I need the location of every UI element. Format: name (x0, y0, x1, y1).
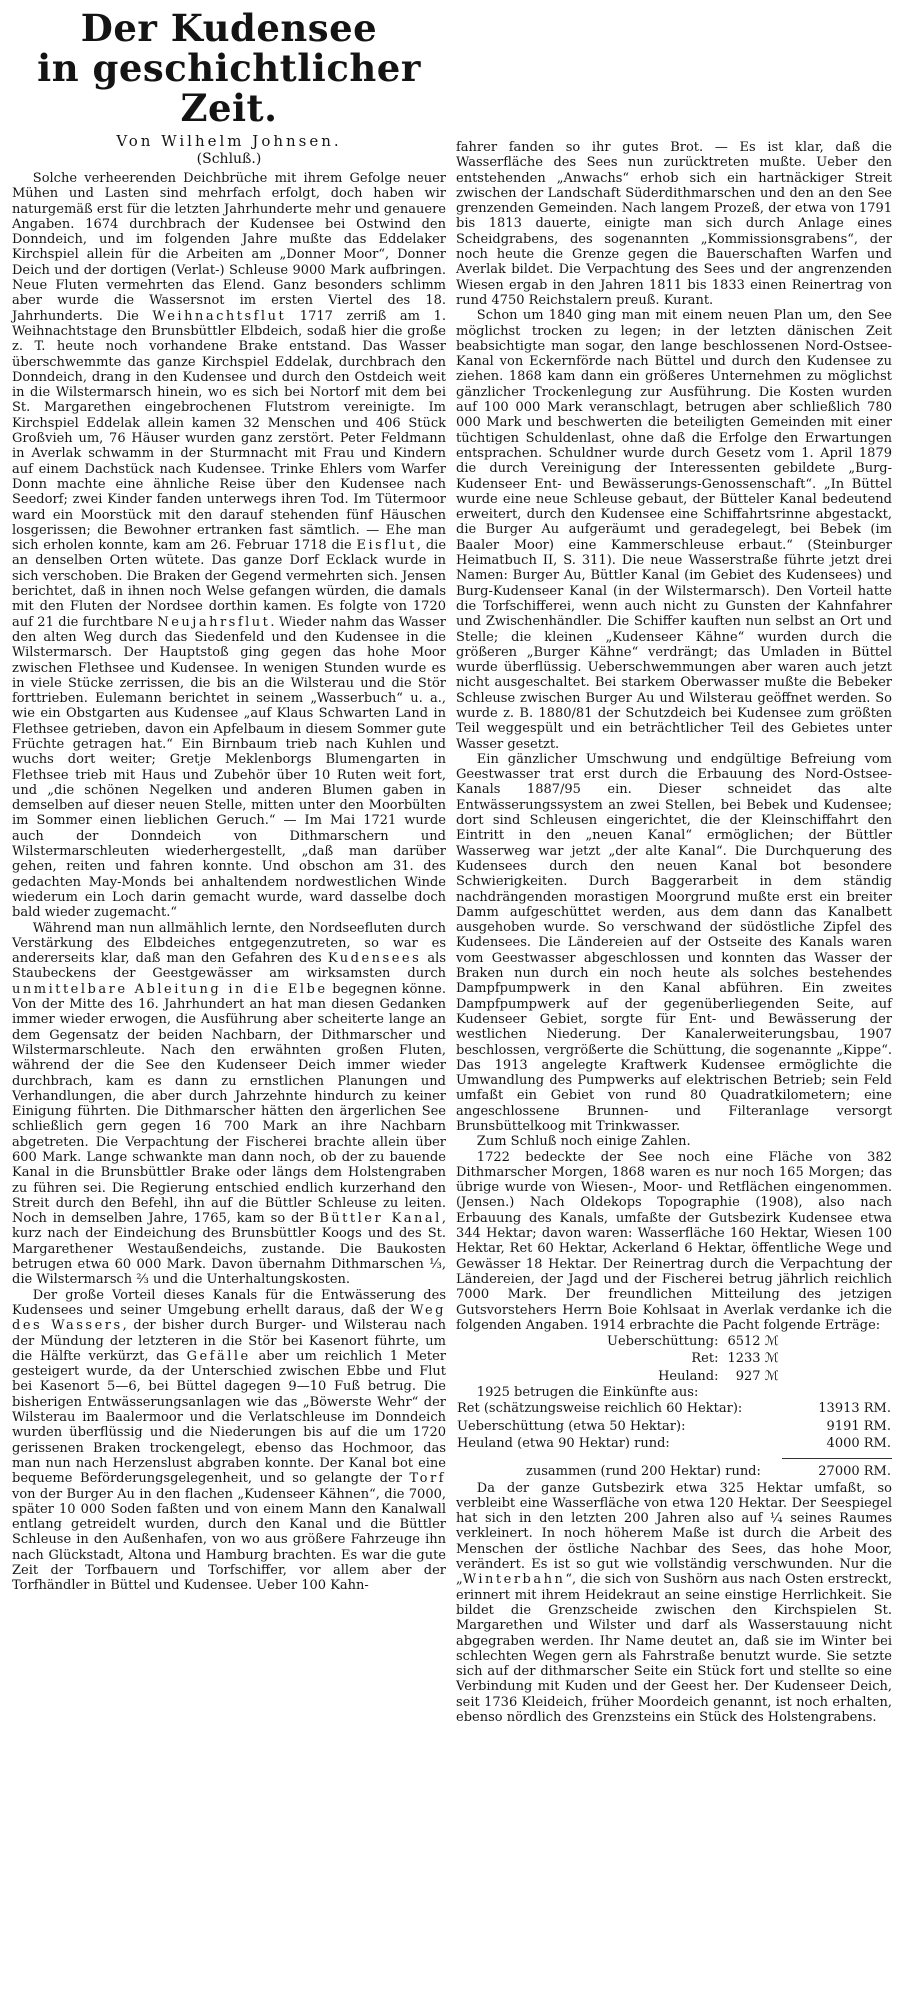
paragraph (456, 752, 892, 1134)
yield-table-1914 (606, 1333, 780, 1385)
intro-1925: 1925 betrugen die Einkünfte aus: (476, 1385, 699, 1401)
left-column (12, 8, 446, 1594)
article-title (12, 8, 446, 128)
text-run: 1717 zerriß am 1. Weihnachtstage den Brunsbüttler Elbdeich, sodaß hier die große z. T. heute noch vorhandene Brake entstand. Das Wasser überschwemmte das ganze Kirchspiel Eddelak, durchbrach den Donndeich, drang in den Kudensee und durch den Ostdeich weit in die Wilstermarsch hinein, wo es sich bei Nortorf mit dem bei St. Margarethen eingebrochenen Flutstrom vereinigte. Im Kirchspiel Eddelak allein kamen 32 Menschen und 406 Stück Großvieh um, 76 Häuser wurden ganz zerstört. Peter Feldmann in Averlak schwamm in der Sturmnacht mit Frau und Kindern auf einem Dachstück nach Kudensee. Trinke Ehlers vom Warfer Donn machte eine ähnliche Reise über den Kudensee nach Seedorf; zwei Kinder fanden unterwegs ihren Tod. Im Tütermoor ward ein Moorstück mit den darauf stehenden fünf Häuschen losgerissen; die Bewohner ertranken fast sämtlich. — Ehe man sich erholen konnte, kam am 26. Februar 1718 die (12, 308, 446, 554)
row-value: 927 ℳ (735, 1368, 779, 1384)
table-row (606, 1350, 780, 1367)
row-value: 1233 ℳ (727, 1351, 779, 1367)
text-run: , der bisher durch Burger- und Wilsterau nach der Mündung der letzteren in die Stör bei Kasenort führte, um die Hälfte verkürzt, das (12, 1318, 446, 1364)
spaced-emphasis: Weihnachtsflut (152, 308, 287, 324)
text-run: , die an denselben Orten wütete. Das ganze Dorf Ecklack wurde in sich verschoben. Die Braken der Gegend vermehrten sich. Jensen berichtet, daß in ihnen noch Welse gefangen würden, die damals mit den Fluten der Nordsee dorthin kamen. Es folgte von 1720 auf 21 die furchtbare (12, 538, 447, 630)
right-column (456, 140, 892, 1725)
text-run: , kurz nach der Eindeichung des Brunsbüttler Koogs und des St. Margarethener Westaußendeichs, zustande. Die Baukosten betrugen etwa 60 000 Mark. Davon übernahm Dithmarschen ⅓, die Wilstermarsch ⅔ und die Unterhaltungskosten. (12, 1211, 446, 1288)
text-run: Der große Vorteil dieses Kanals für die Entwässerung des Kudensees und seiner Umgebung erhellt daraus, daß der (12, 1287, 446, 1318)
paragraph (456, 1150, 892, 1334)
spaced-emphasis: Neujahrsflut (157, 614, 271, 630)
spaced-emphasis: Weg des Wassers (12, 1302, 446, 1334)
row-value: 6512 ℳ (727, 1334, 779, 1350)
row-value: 13913 RM. (818, 1401, 891, 1417)
text-run: Da der ganze Gutsbezirk etwa 325 Hektar umfaßt, so verbleibt eine Wasserfläche von etwa 120 Hektar. Der Seespiegel hat sich in den letzten 200 Jahren also auf ¼ seines Raumes verkleinert. In noch höherem Maße ist durch die Arbeit des Menschen der östliche Nachbar des Sees, das hohe Moor, verändert. Es ist so gut wie vollständig verschwunden. Nur die „ (456, 1480, 892, 1588)
title-line-2: in geschichtlicher Zeit. (37, 46, 421, 130)
text-run: Zum Schluß noch einige Zahlen. (476, 1134, 691, 1150)
paragraph (12, 1288, 446, 1594)
table-row (456, 1435, 892, 1452)
text-run: als Staubeckens der Geestgewässer am wirksamsten durch (12, 951, 446, 982)
title-line-1: Der Kudensee (80, 6, 378, 50)
row-label: Ret (schätzungsweise reichlich 60 Hektar): (457, 1401, 743, 1417)
text-run: von der Burger Au in den flachen „Kudenseer Kähnen“, die 7000, später 10 000 Soden faßten und von einem Mann den Kanalwall entlang getreidelt wurden, durch den Kanal und die Büttler Schleuse in den Außenhafen, von wo aus größere Fahrzeuge ihn nach Glückstadt, Altona und Hamburg brachten. Es war die gute Zeit der Torfbauern und Torfschiffer, vor allem aber der Torfhändler in Büttel und Kudensee. Ueber 100 Kahn- (12, 1486, 446, 1594)
paragraph (456, 308, 892, 752)
text-run: . Wieder nahm das Wasser den alten Weg durch das Siedenfeld und den Kudensee in die Wilstermarsch. Der Hauptstoß ging gegen das hohe Moor zwischen Flethsee und Kudensee. In wenigen Stunden wurde es in viele Stücke zerrissen, die bis an die Wilsterau und die Stör forttrieben. Eulemann berichtet in seinem „Wasserbuch“ u. a., wie ein Obstgarten aus Kudensee „auf Klaus Schwarten Land in Flethsee getrieben, davon ein Apfelbaum in diesem Sommer gute Früchte getragen hat.“ Ein Birnbaum trieb nach Kuhlen und wuchs dort weiter; Gretje Meklenborgs Blumengarten in Flethsee trieb mit Haus und Zubehör über 10 Ruten weit fort, und „die schönen Negelken und anderen Blumen gaben in demselben auf dieser neuen Stelle, mitten unter den Moorbülten im Sommer einen lieblichen Geruch.“ — Im Mai 1721 wurde auch der Donndeich von Dithmarschern und Wilstermarschleuten wiederhergestellt, „daß man darüber gehen, reiten und fahren konnte. Und obschon am 31. des gedachten May-Monds bei anhaltendem nordwestlichen Winde wiederum ein Loch darin gemacht wurde, ward dasselbe doch bald wieder zugemacht.“ (12, 614, 446, 921)
spaced-emphasis: Gefälle (186, 1348, 251, 1364)
text-run: begegnen könne. Von der Mitte des 16. Jahrhundert an hat man diesen Gedanken immer wieder erwogen, die Ausführung aber scheiterte lange an dem Gegensatz der beiden Nachbarn, der Dithmarscher und Wilstermarschleute. Nach den erwähnten großen Fluten, während der die See den Kudenseer Deich immer wieder durchbrach, kam es dann zu ernstlichen Planungen und Verhandlungen, die aber durch Jahrzehnte hindurch zu keiner Einigung führten. Die Dithmarscher hätten den ärgerlichen See schließlich gern gegen 16 700 Mark an ihre Nachbarn abgetreten. Die Verpachtung der Fischerei brachte allein über 600 Mark. Lange schwankte man dann noch, ob der zu bauende Kanal in die Brunsbüttler Brake oder längs dem Holstengraben zu führen sei. Die Regierung entschied endlich kurzerhand den Streit durch den Befehl, ihn auf die Büttler Schleuse zu leiten. Noch in demselben Jahre, 1765, kam so der (12, 981, 446, 1227)
text-run: Schon um 1840 ging man mit einem neuen Plan um, den See möglichst trocken zu legen; in der letzten dänischen Zeit beabsichtigte man sogar, den lange beschlossenen Nord-Ostsee-Kanal von Eckernförde nach Büttel und durch den Kudensee zu ziehen. 1868 kam dann ein größeres Unternehmen zu möglichst gänzlicher Trockenlegung zur Ausführung. Die Kosten wurden auf 100 000 Mark veranschlagt, betrugen aber schließlich 780 000 Mark und beschwerten die beteiligten Gemeinden mit einer tüchtigen Schuldenlast, ohne daß die Erfolge den Erwartungen entsprachen. Schuldner wurde durch Gesetz vom 1. April 1879 die durch Vereinigung der Interessenten gebildete „Burg-Kudenseer Ent- und Bewässerungs-Genossenschaft“. „In Büttel wurde eine neue Schleuse gebaut, der Bütteler Kanal bedeutend erweitert, durch den Kudensee eine Schiffahrtsrinne abgestackt, die Burger Au aufgeräumt und geradegelegt, bei Bebek (im Baaler Moor) eine Kammerschleuse erbaut.“ (Steinburger Heimatbuch II, S. 311). Die neue Wasserstraße führte jetzt drei Namen: Burger Au, Büttler Kanal (im Gebiet des Kudensees) und Burg-Kudenseer Kanal (in der Wilstermarsch). Den Vorteil hatte die Torfschifferei, wenn auch nicht zu Gunsten der Kahnfahrer und Zwischenhändler. Die Schiffer kauften nun selbst an Ort und Stelle; die kleinen „Kudenseer Kähne“ wurden durch die größeren „Burger Kähne“ verdrängt; das Umladen in Büttel wurde überflüssig. Ueberschwemmungen aber waren auch jetzt nicht ausgeschaltet. Bei starkem Oberwasser mußte die Bebeker Schleuse zwischen Burger Au und Wilsterau geöffnet werden. So wurde z. B. 1880/81 der Schutzdeich bei Kudensee zum größten Teil weggespült und ein beträchtlicher Teil des Gebietes unter Wasser gesetzt. (456, 308, 892, 752)
text-run: fahrer fanden so ihr gutes Brot. — Es ist klar, daß die Wasserfläche des Sees nun zurücktreten mußte. Ueber den entstehenden „Anwachs“ erhob sich ein hartnäckiger Streit zwischen der Landschaft Süderdithmarschen und den an den See grenzenden Gemeinden. Nach langem Prozeß, der etwa von 1791 bis 1813 dauerte, einigte man sich durch Anlage eines Scheidgrabens, des sogenannten „Kommissionsgrabens“, der noch heute die Grenze gegen die Bauerschaften Warfen und Averlak bildet. Die Verpachtung des Sees und der angrenzenden Wiesen ergab in den Jahren 1811 bis 1833 einen Reinertrag von rund 4750 Reichstalern preuß. Kurant. (456, 140, 892, 308)
right-body-b (456, 1481, 892, 1726)
text-run: Solche verheerenden Deichbrüche mit ihrem Gefolge neuer Mühen und Lasten sind mehrfach erfolgt, doch haben wir naturgemäß erst für die letzten Jahrhunderte mehr und genauere Angaben. 1674 durchbrach der Kudensee bei Ostwind den Donndeich, und im folgenden Jahre mußte das Eddelaker Kirchspiel allein für die Arbeiten am „Donner Moor“, Donner Deich und der dortigen (Verlat-) Schleuse 9000 Mark aufbringen. Neue Fluten vermehrten das Elend. Ganz besonders schlimm aber wurde die Wassersnot im ersten Viertel des 18. Jahrhunderts. Die (12, 171, 446, 324)
table-row (456, 1418, 892, 1435)
sum-rule (782, 1458, 892, 1459)
row-label: Heuland (etwa 90 Hektar) rund: (457, 1435, 670, 1451)
author-byline: Von Wilhelm Johnsen. (116, 132, 342, 150)
row-label: Heuland: (658, 1368, 719, 1384)
text-run: 1722 bedeckte der See noch eine Fläche von 382 Dithmarscher Morgen, 1868 waren es nur noch 165 Morgen; das übrige wurde von Wiesen-, Moor- und Retflächen eingenommen. (Jensen.) Nach Oldekops Topographie (1908), also nach Erbauung des Kanals, umfaßte der Gutsbezirk Kudensee etwa 344 Hektar; davon waren: Wasserfläche 160 Hektar, Wiesen 100 Hektar, Ret 60 Hektar, Ackerland 6 Hektar, öffentliche Wege und Gewässer 18 Hektar. Der Reinertrag durch die Verpachtung der Ländereien, der Jagd und der Fischerei betrug jährlich reichlich 7000 Mark. Der freundlichen Mitteilung des jetzigen Gutsvorstehers Herrn Boie Kohlsaat in Averlak verdanke ich die folgenden Angaben. 1914 erbrachte die Pacht folgende Erträge: (456, 1149, 892, 1333)
paragraph (456, 1481, 892, 1726)
left-body (12, 171, 446, 1594)
total-value: 27000 RM. (818, 1464, 891, 1480)
table-row (606, 1333, 780, 1350)
spaced-emphasis: Kudensees (327, 951, 422, 967)
total-row (456, 1463, 892, 1480)
table-row (606, 1368, 780, 1385)
row-value: 4000 RM. (826, 1435, 891, 1451)
text-run: aber um reichlich 1 Meter gesteigert wurde, da der Unterschied zwischen Ebbe und Flut bei Kasenort 5—6, bei Büttel dagegen 9—10 Fuß betrug. Die bisherigen Entwässerungsanlagen wie das „Böwerste Wehr“ der Wilsterau im Baalermoor und die Verlatschleuse im Donndeich wurden überflüssig und die Niederungen bis auf die um 1720 gerissenen Braken trockengelegt, ebenso das Hochmoor, das man nun nach Herzenslust abgraben konnte. Der Kanal bot eine bequeme Beförderungsgelegenheit, und so gelangte der (12, 1348, 446, 1487)
text-run: “, die sich von Sushörn aus nach Osten erstreckt, erinnert mit ihrem Heidekraut an seine einstige Herrlichkeit. Sie bildet die Grenzscheide zwischen den Kirchspielen St. Margarethen und Wilster und darf als Wasserstauung nicht abgegraben werden. Ihr Name deutet an, daß sie im Winter bei schlechten Wegen gern als Fahrstraße benutzt wurde. Sie setzte sich auf der dithmarscher Seite ein Stück fort und stellte so eine Verbindung mit Kuden und der Geest her. Der Kudenseer Deich, seit 1736 Kleideich, früher Moordeich genannt, ist noch erhalten, ebenso nördlich des Grenzsteins ein Stück des Holstengrabens. (456, 1572, 892, 1725)
row-label: Ret: (691, 1351, 719, 1367)
text-run: Während man nun allmählich lernte, den Nordseefluten durch Verstärkung des Elbdeiches entgegenzutreten, so war es andererseits klar, daß man den Gefahren des (12, 920, 446, 967)
continuation-note: (Schluß.) (196, 151, 262, 167)
paragraph (12, 171, 446, 921)
row-value: 9191 RM. (826, 1418, 891, 1434)
right-body-a (456, 140, 892, 1333)
sum-divider-row (456, 1452, 892, 1463)
paragraph (12, 921, 446, 1288)
spaced-emphasis: Eisflut (356, 538, 417, 554)
income-table-1925 (456, 1400, 892, 1480)
row-label: Ueberschüttung (etwa 50 Hektar): (457, 1418, 686, 1434)
table-row (456, 1400, 892, 1417)
paragraph (456, 1134, 892, 1149)
total-label: zusammen (rund 200 Hektar) rund: (526, 1464, 761, 1480)
spaced-emphasis: Büttler Kanal (319, 1211, 442, 1227)
spaced-emphasis: Winterbahn (462, 1572, 566, 1588)
paragraph (456, 140, 892, 308)
spaced-emphasis: Torf (409, 1471, 446, 1487)
spaced-emphasis: unmittelbare Ableitung in die Elbe (12, 981, 328, 997)
text-run: Ein gänzlicher Umschwung und endgültige Befreiung vom Geestwasser trat erst durch die Erbauung des Nord-Ostsee-Kanals 1887/95 ein. Dieser schneidet das alte Entwässerungssystem an zwei Stellen, bei Bebek und Kudensee; dort sind Schleusen eingerichtet, die der Kleinschiffahrt den Eintritt in den „neuen Kanal“ ermöglichen; der Büttler Wasserweg war jetzt „der alte Kanal“. Die Durchquerung des Kudensees durch den neuen Kanal bot besondere Schwierigkeiten. Durch Baggerarbeit in dem ständig nachdrängenden morastigen Moorgrund mußte erst ein breiter Damm aufgeschüttet werden, aus dem dann das Kanalbett ausgehoben wurde. So verschwand der südöstliche Zipfel des Kudensees. Die Ländereien auf der Ostseite des Kanals waren vom Geestwasser abgeschlossen und konnten das Wasser der Braken nun durch ein noch heute als solches bestehendes Dampfpumpwerk in den Kanal abführen. Ein zweites Dampfpumpwerk auf der gegenüberliegenden Seite, auf Kudenseer Gebiet, sorgte für Ent- und Bewässerung der westlichen Niederung. Der Kanalerweiterungsbau, 1907 beschlossen, vergrößerte die Schüttung, die sogenannte „Kippe“. Das 1913 angelegte Kraftwerk Kudensee ermöglichte die Umwandlung des Pumpwerks auf elektrischen Betrieb; sein Feld umfaßt ein Gebiet von rund 80 Quadratkilometern; eine angeschlossene Brunnen- und Filteranlage versorgt Brunsbüttelkoog mit Trinkwasser. (456, 751, 892, 1134)
row-label: Ueberschüttung: (607, 1334, 719, 1350)
